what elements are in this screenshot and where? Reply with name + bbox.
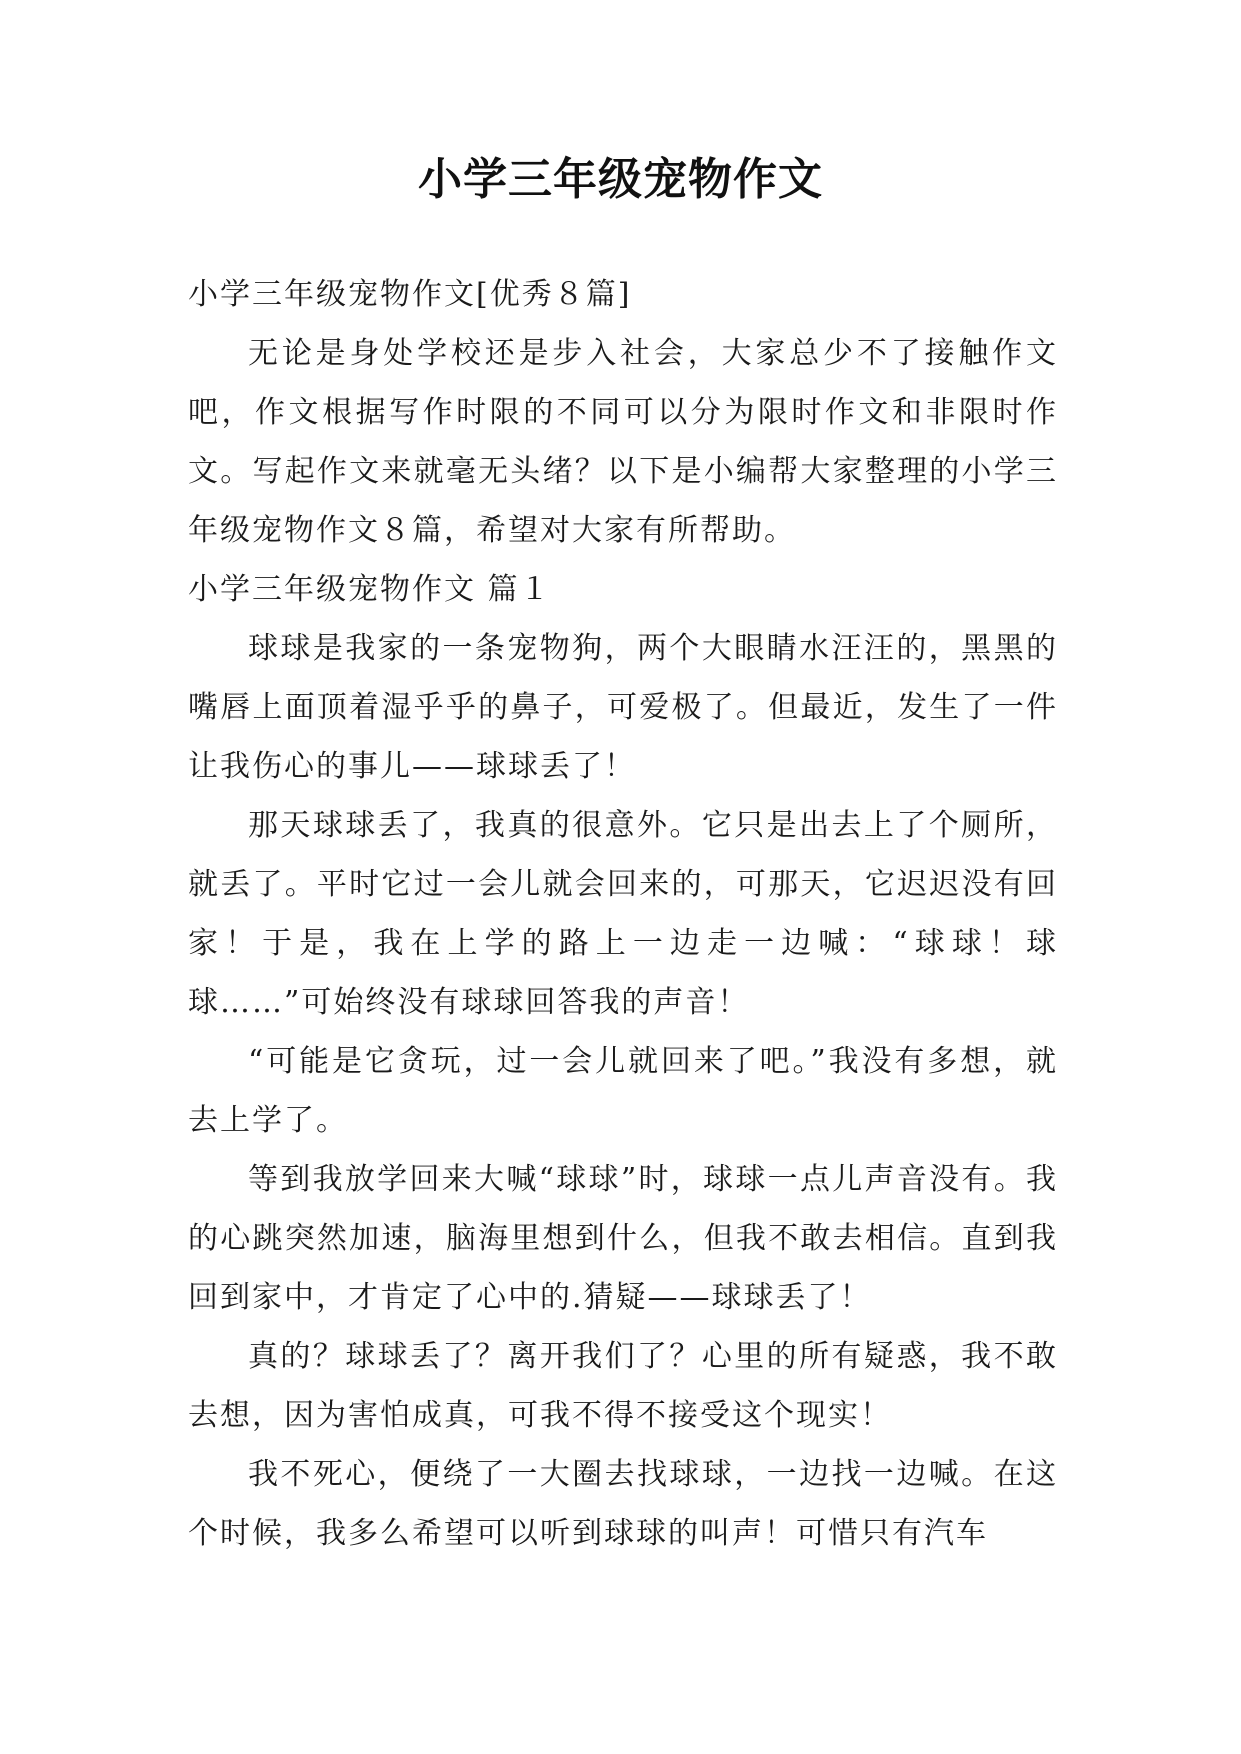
body-paragraph: “可能是它贪玩，过一会儿就回来了吧。”我没有多想，就去上学了。 — [188, 1044, 1058, 1138]
intro-paragraph: 无论是身处学校还是步入社会，大家总少不了接触作文吧，作文根据写作时限的不同可以分为限时作文和非限时作文。写起作文来就毫无头绪？以下是小编帮大家整理的小学三年级宠物作文８篇，希望对大家有所帮助。 — [188, 336, 1058, 548]
document-title: 小学三年级宠物作文 — [418, 154, 823, 205]
document-body — [188, 265, 1058, 1563]
body-paragraph: 那天球球丢了，我真的很意外。它只是出去上了个厕所，就丢了。平时它过一会儿就会回来的，可那天，它迟迟没有回家！于是，我在上学的路上一边走一边喊：“球球！球球……”可始终没有球球回答我的声音！ — [188, 808, 1058, 1020]
body-paragraph: 真的？球球丢了？离开我们了？心里的所有疑惑，我不敢去想，因为害怕成真，可我不得不接受这个现实！ — [188, 1339, 1058, 1433]
body-paragraph: 球球是我家的一条宠物狗，两个大眼睛水汪汪的，黑黑的嘴唇上面顶着湿乎乎的鼻子，可爱极了。但最近，发生了一件让我伤心的事儿——球球丢了！ — [188, 631, 1058, 784]
document-subtitle: 小学三年级宠物作文[优秀８篇] — [188, 277, 632, 312]
body-paragraph: 等到我放学回来大喊“球球”时，球球一点儿声音没有。我的心跳突然加速，脑海里想到什么，但我不敢去相信。直到我回到家中，才肯定了心中的.猜疑——球球丢了！ — [188, 1162, 1058, 1315]
body-paragraph: 我不死心，便绕了一大圈去找球球，一边找一边喊。在这个时候，我多么希望可以听到球球的叫声！可惜只有汽车 — [188, 1457, 1058, 1551]
section-heading: 小学三年级宠物作文 篇１ — [188, 572, 552, 607]
